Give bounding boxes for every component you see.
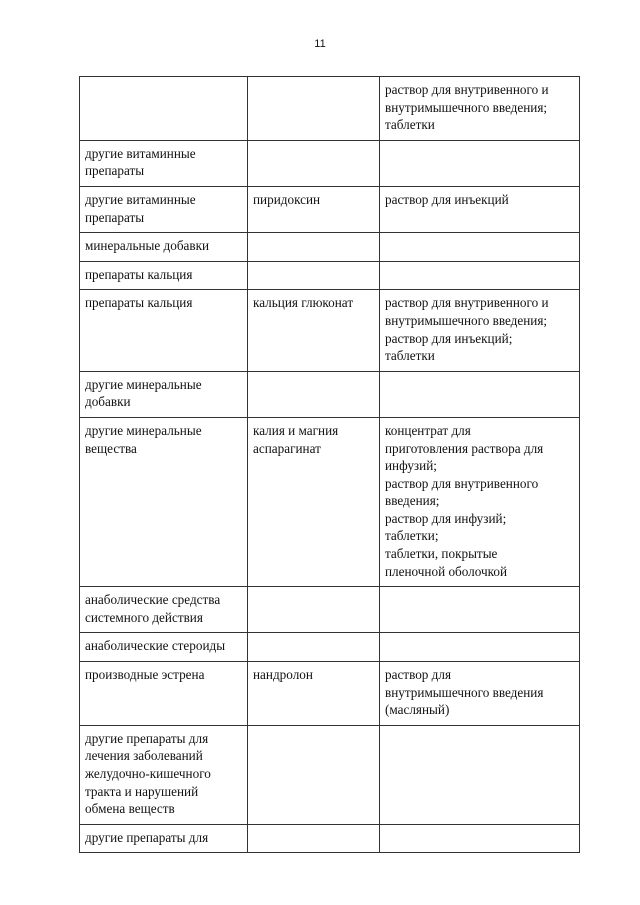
group-cell: другие препараты для (80, 824, 248, 853)
table-row (80, 633, 580, 662)
group-cell: другие минеральные добавки (80, 371, 248, 417)
form-cell: концентрат для приготовления раствора для инфузий; раствор для внутривенного введения; раствор для инфузий; таблетки; таблетки, покрытые пленочной оболочкой (380, 417, 580, 586)
substance-cell (248, 633, 380, 662)
substance-cell: калия и магния аспарагинат (248, 417, 380, 586)
group-cell: препараты кальция (80, 290, 248, 371)
table-row (80, 77, 580, 141)
table-row (80, 140, 580, 186)
group-cell (80, 77, 248, 141)
table-row (80, 371, 580, 417)
group-cell: другие витаминные препараты (80, 140, 248, 186)
group-cell: другие минеральные вещества (80, 417, 248, 586)
substance-cell (248, 371, 380, 417)
group-cell: другие препараты для лечения заболеваний желудочно-кишечного тракта и нарушений обмена веществ (80, 725, 248, 824)
form-cell: раствор для инъекций (380, 186, 580, 232)
drug-table (79, 76, 580, 853)
substance-cell (248, 587, 380, 633)
group-cell: производные эстрена (80, 662, 248, 726)
substance-cell (248, 233, 380, 262)
table-row (80, 261, 580, 290)
table-row (80, 725, 580, 824)
table-row (80, 233, 580, 262)
group-cell: минеральные добавки (80, 233, 248, 262)
form-cell (380, 371, 580, 417)
group-cell: другие витаминные препараты (80, 186, 248, 232)
substance-cell (248, 824, 380, 853)
table-row (80, 662, 580, 726)
table-row (80, 824, 580, 853)
form-cell (380, 261, 580, 290)
substance-cell: кальция глюконат (248, 290, 380, 371)
form-cell (380, 633, 580, 662)
table-row (80, 186, 580, 232)
substance-cell: нандролон (248, 662, 380, 726)
substance-cell (248, 77, 380, 141)
form-cell (380, 587, 580, 633)
substance-cell: пиридоксин (248, 186, 380, 232)
form-cell: раствор для внутримышечного введения (масляный) (380, 662, 580, 726)
form-cell: раствор для внутривенного и внутримышечного введения; таблетки (380, 77, 580, 141)
substance-cell (248, 725, 380, 824)
table-row (80, 587, 580, 633)
page-number: 11 (314, 38, 326, 50)
substance-cell (248, 261, 380, 290)
table-row (80, 290, 580, 371)
group-cell: препараты кальция (80, 261, 248, 290)
group-cell: анаболические средства системного действия (80, 587, 248, 633)
form-cell (380, 233, 580, 262)
group-cell: анаболические стероиды (80, 633, 248, 662)
form-cell (380, 140, 580, 186)
form-cell: раствор для внутривенного и внутримышечного введения; раствор для инъекций; таблетки (380, 290, 580, 371)
table-row (80, 417, 580, 586)
substance-cell (248, 140, 380, 186)
form-cell (380, 725, 580, 824)
form-cell (380, 824, 580, 853)
